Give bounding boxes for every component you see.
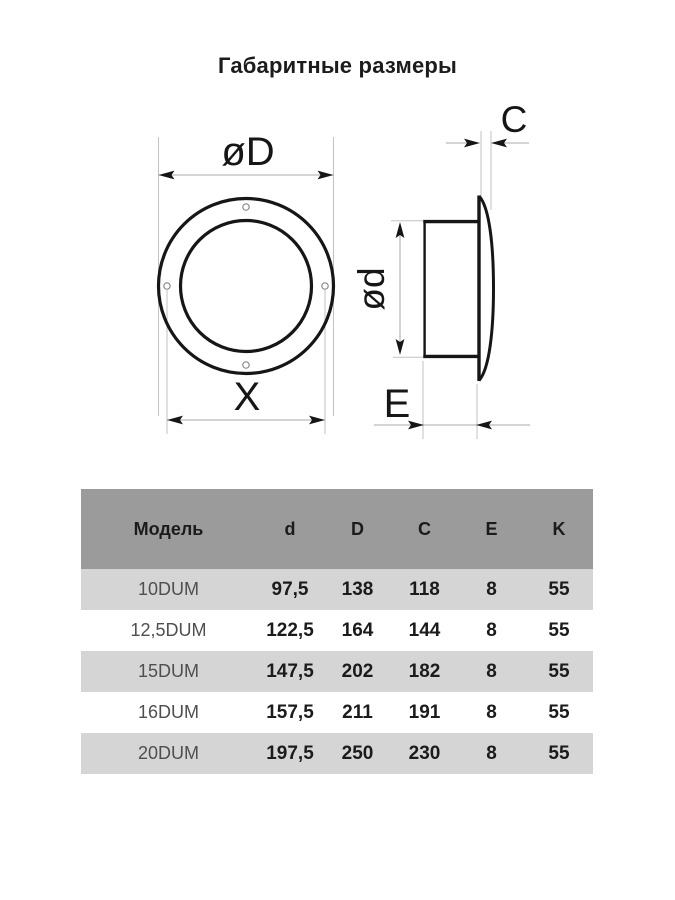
- mounting-hole: [243, 362, 249, 368]
- value-cell: 230: [408, 742, 441, 764]
- flange-curve: [479, 196, 494, 381]
- value-cell: 122,5: [266, 619, 314, 641]
- flange-thickness-label: C: [500, 99, 528, 140]
- side-view: [351, 99, 530, 439]
- value-cell: 8: [486, 660, 497, 682]
- outer-flange-circle: [159, 199, 334, 374]
- value-cell: 8: [486, 619, 497, 641]
- value-cell: 55: [548, 578, 570, 600]
- header-model: Модель: [81, 489, 256, 569]
- value-cell: 191: [408, 701, 441, 723]
- header-d: d: [256, 489, 324, 569]
- table-row: [81, 651, 593, 692]
- table-row: [81, 569, 593, 610]
- value-cell: 8: [486, 578, 497, 600]
- table-row: [81, 733, 593, 774]
- model-cell: 15DUM: [137, 661, 199, 681]
- value-cell: 55: [548, 701, 570, 723]
- header-E: E: [458, 489, 525, 569]
- model-cell: 16DUM: [137, 702, 199, 722]
- header-C: C: [391, 489, 458, 569]
- table-row: [81, 692, 593, 733]
- header-K: K: [525, 489, 593, 569]
- model-cell: 10DUM: [137, 579, 199, 599]
- page-title: Габаритные размеры: [217, 53, 458, 78]
- depth-label: E: [383, 382, 411, 426]
- model-cell: 20DUM: [137, 743, 199, 763]
- value-cell: 118: [409, 578, 440, 600]
- front-view: [159, 130, 334, 434]
- mounting-hole: [322, 283, 328, 289]
- table-row: [81, 610, 593, 651]
- value-cell: 202: [341, 660, 374, 682]
- value-cell: 8: [486, 701, 497, 723]
- value-cell: 8: [486, 742, 497, 764]
- value-cell: 144: [408, 619, 441, 641]
- value-cell: 138: [341, 578, 374, 600]
- value-cell: 55: [548, 742, 570, 764]
- value-cell: 55: [548, 619, 570, 641]
- hole-span-label: X: [233, 375, 261, 419]
- value-cell: 55: [548, 660, 570, 682]
- table-header-row: [81, 489, 593, 569]
- value-cell: 147,5: [266, 660, 314, 682]
- value-cell: 97,5: [271, 578, 309, 600]
- value-cell: 197,5: [266, 742, 314, 764]
- spec-table: [81, 489, 593, 774]
- mounting-hole: [243, 204, 249, 210]
- value-cell: 164: [341, 619, 374, 641]
- value-cell: 211: [342, 701, 373, 723]
- model-cell: 12,5DUM: [130, 620, 207, 640]
- header-D: D: [324, 489, 391, 569]
- value-cell: 157,5: [266, 701, 314, 723]
- value-cell: 250: [341, 742, 374, 764]
- mounting-hole: [164, 283, 170, 289]
- value-cell: 182: [408, 660, 441, 682]
- dimensions-table: [81, 489, 593, 774]
- inner-diameter-label: ød: [351, 267, 392, 311]
- outer-diameter-label: øD: [221, 130, 275, 174]
- inner-duct-circle: [181, 221, 312, 352]
